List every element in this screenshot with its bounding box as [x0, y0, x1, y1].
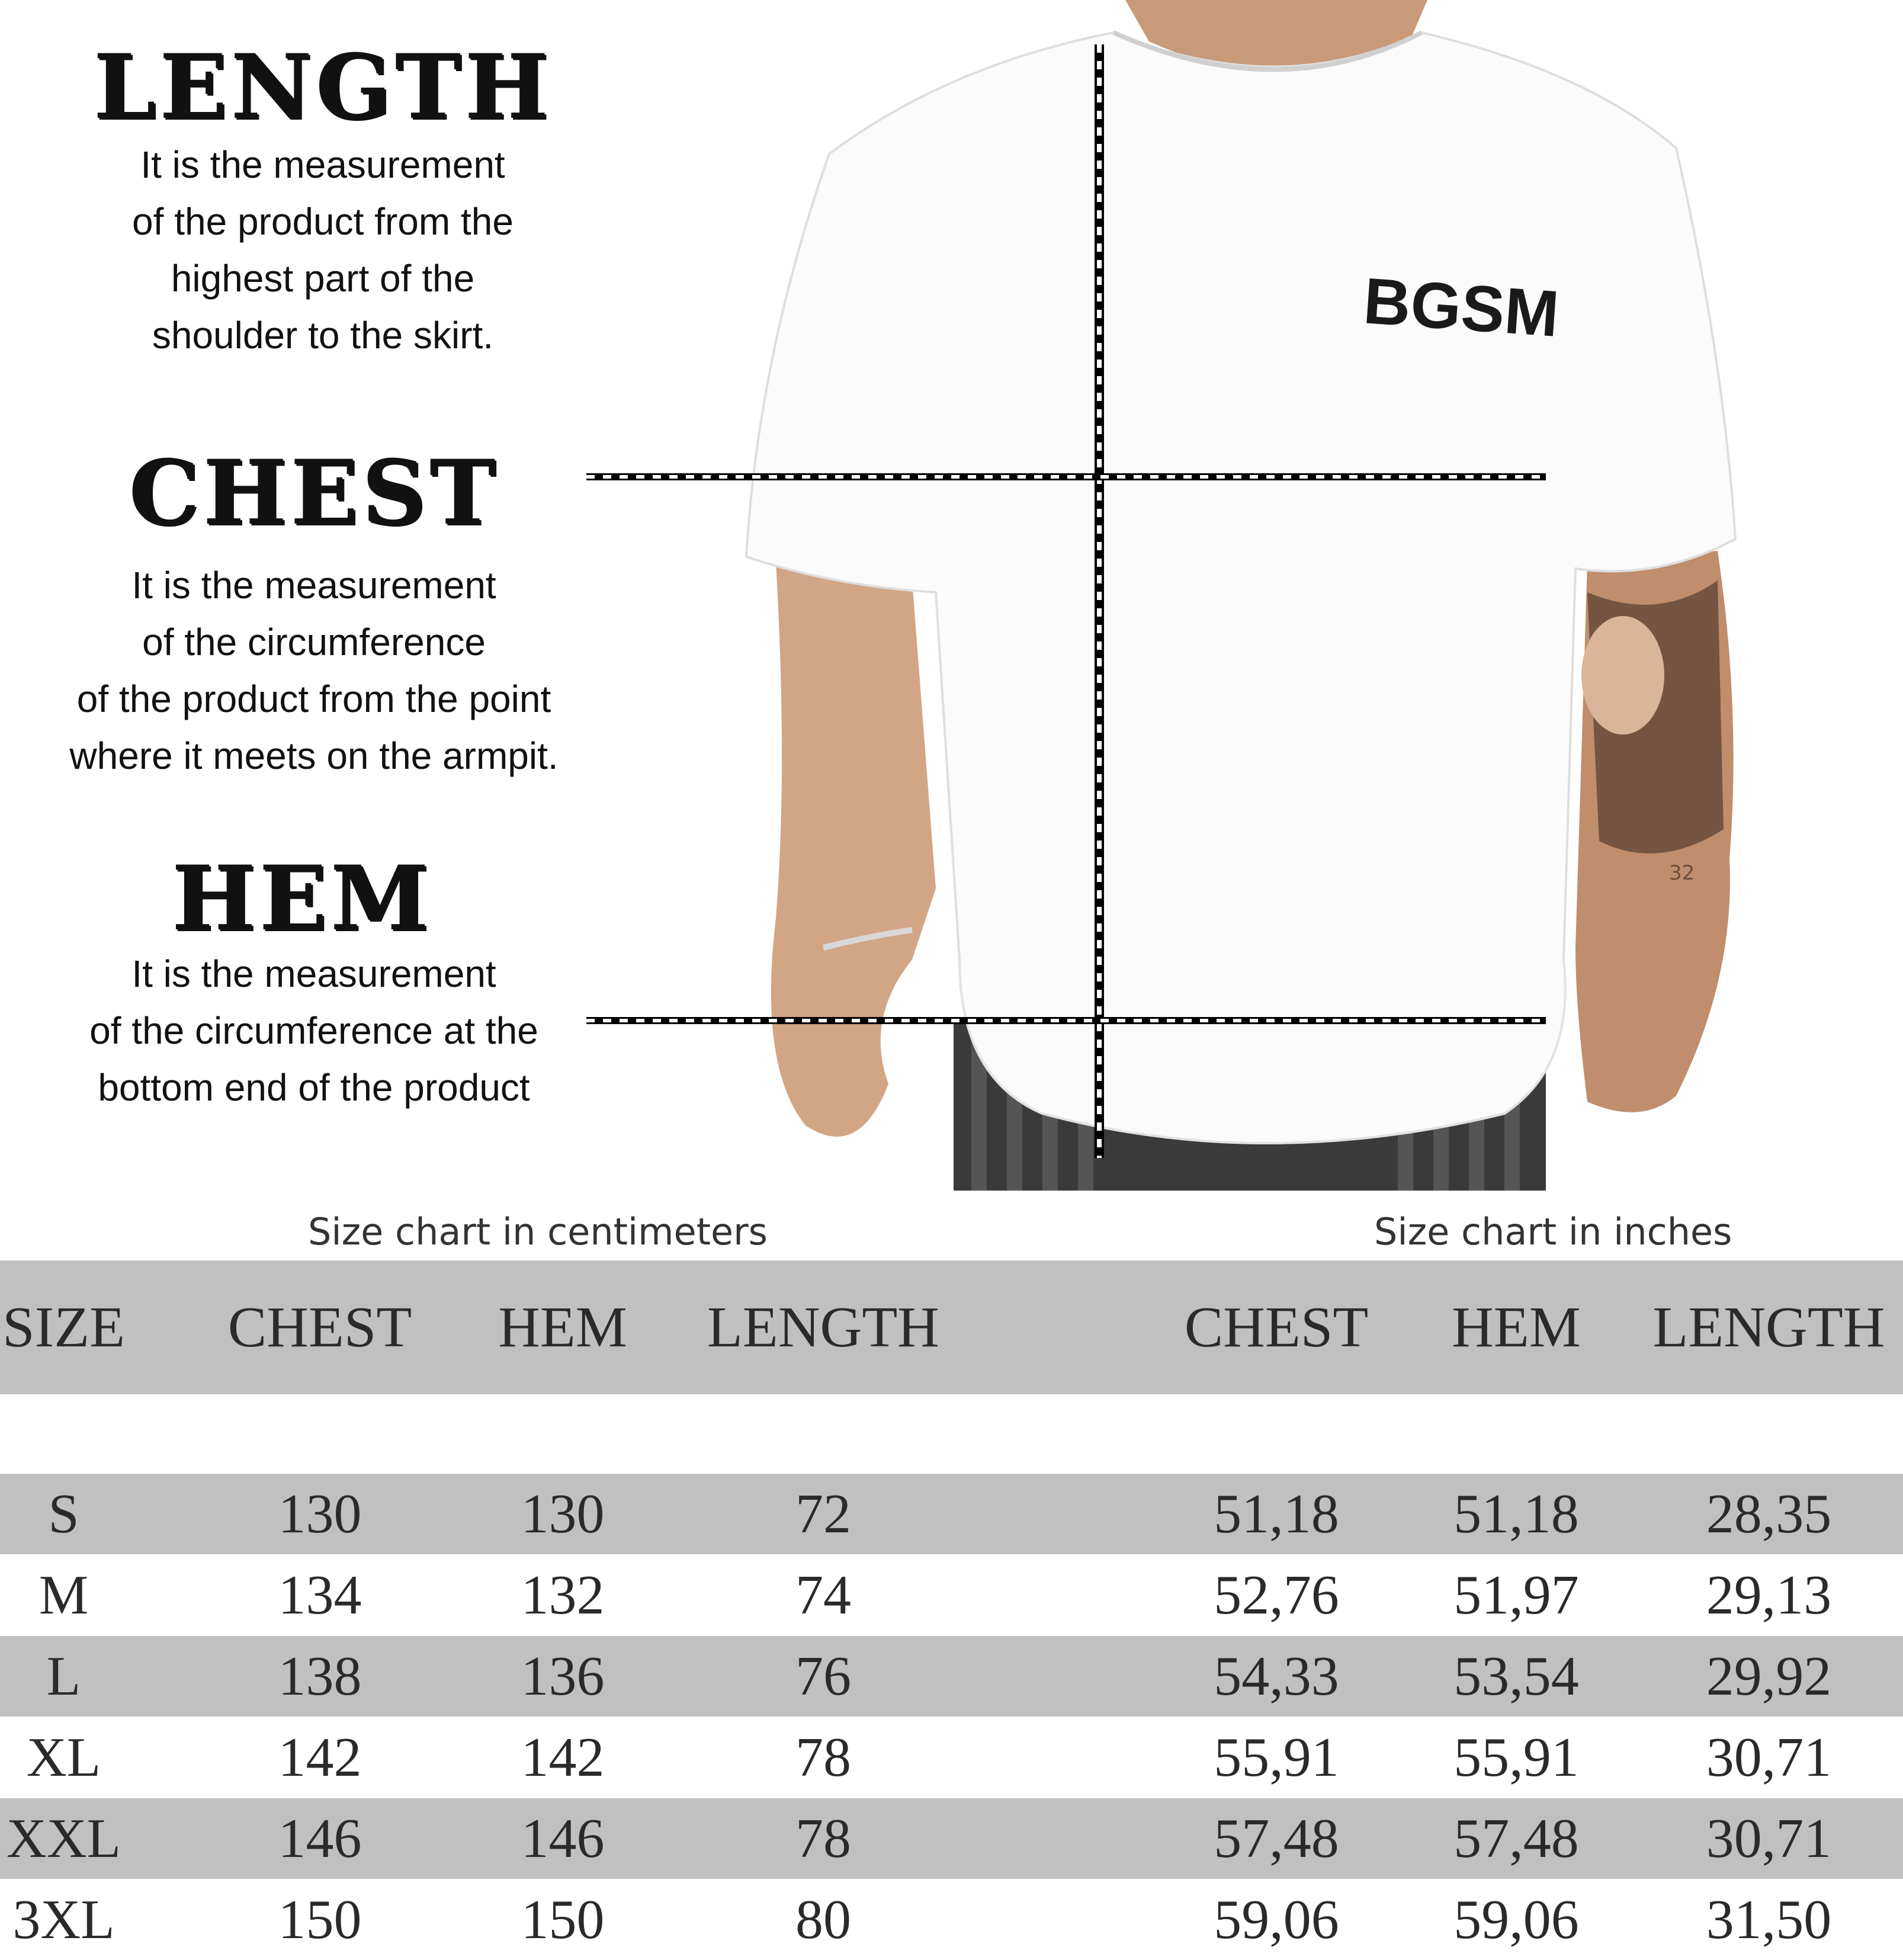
cell-hem-cm: 136: [521, 1645, 605, 1707]
cell-length-in: 31,50: [1706, 1889, 1832, 1951]
cell-chest-in: 51,18: [1214, 1483, 1339, 1545]
cell-length-cm: 78: [795, 1727, 851, 1788]
cell-length-cm: 76: [795, 1645, 851, 1707]
cell-size: L: [46, 1645, 81, 1707]
hem-desc-line: It is the measurement: [131, 952, 496, 995]
table-row: [0, 1636, 1903, 1717]
cell-chest-cm: 130: [278, 1483, 362, 1545]
cell-chest-in: 54,33: [1214, 1645, 1339, 1707]
cell-length-in: 29,92: [1706, 1645, 1832, 1707]
chest-desc-line: of the circumference: [142, 621, 486, 663]
table-row: [0, 1555, 1903, 1635]
hem-description: [59, 945, 569, 1116]
header-length-cm: LENGTH: [707, 1295, 939, 1359]
cell-chest-in: 55,91: [1214, 1727, 1339, 1788]
hem-title: HEM: [171, 846, 433, 951]
cell-chest-cm: 150: [278, 1889, 362, 1951]
cell-hem-cm: 150: [521, 1889, 605, 1951]
table-row: [0, 1879, 1903, 1960]
header-hem-in: HEM: [1452, 1295, 1581, 1359]
cell-chest-cm: 142: [278, 1727, 362, 1788]
cell-size: XXL: [6, 1808, 121, 1869]
cell-chest-cm: 138: [278, 1645, 362, 1707]
caption-centimeters: Size chart in centimeters: [308, 1210, 768, 1253]
length-description: [71, 136, 575, 364]
cell-chest-in: 57,48: [1214, 1808, 1339, 1869]
length-desc-line: shoulder to the skirt.: [152, 314, 494, 357]
cell-hem-in: 51,18: [1453, 1483, 1579, 1545]
header-length-in: LENGTH: [1652, 1295, 1885, 1359]
table-row: [0, 1717, 1903, 1798]
cell-length-in: 29,13: [1706, 1564, 1832, 1626]
length-desc-line: of the product from the: [132, 200, 514, 243]
cell-size: 3XL: [12, 1889, 115, 1951]
hem-desc-line: bottom end of the product: [98, 1066, 530, 1109]
hem-desc-line: of the circumference at the: [89, 1009, 538, 1052]
cell-chest-in: 59,06: [1214, 1889, 1339, 1951]
left-arm-skin: [771, 563, 936, 1137]
cell-length-in: 30,71: [1706, 1727, 1832, 1788]
length-desc-line: highest part of the: [171, 257, 475, 300]
cell-hem-in: 57,48: [1453, 1808, 1579, 1869]
cell-size: M: [38, 1564, 89, 1626]
chest-desc-line: of the product from the point: [76, 678, 551, 720]
cell-hem-cm: 132: [521, 1564, 605, 1626]
tattoo-face: [1581, 616, 1664, 734]
table-row: [0, 1474, 1903, 1554]
cell-length-cm: 74: [795, 1564, 851, 1626]
cell-size: S: [48, 1483, 79, 1545]
cell-hem-in: 55,91: [1453, 1727, 1579, 1788]
cell-hem-cm: 130: [521, 1483, 605, 1545]
cell-length-in: 30,71: [1706, 1808, 1832, 1869]
table-row: [0, 1798, 1903, 1879]
chest-desc-line: where it meets on the armpit.: [69, 734, 559, 777]
cell-hem-cm: 146: [521, 1808, 605, 1869]
cell-chest-cm: 146: [278, 1808, 362, 1869]
cell-length-in: 28,35: [1706, 1483, 1832, 1545]
cell-hem-in: 59,06: [1453, 1889, 1579, 1951]
chest-title: CHEST: [129, 441, 499, 545]
header-hem-cm: HEM: [498, 1295, 627, 1359]
header-chest-in: CHEST: [1184, 1295, 1369, 1359]
header-size: SIZE: [2, 1295, 125, 1359]
cell-hem-in: 51,97: [1453, 1564, 1579, 1626]
brand-logo: BGSM: [1361, 264, 1562, 351]
tshirt-illustration: [580, 0, 1901, 1191]
tattoo-number: 32: [1669, 861, 1695, 885]
cell-chest-cm: 134: [278, 1564, 362, 1626]
table-header-row: [0, 1260, 1903, 1394]
header-chest-cm: CHEST: [227, 1295, 412, 1359]
cell-chest-in: 52,76: [1214, 1564, 1339, 1626]
cell-length-cm: 80: [795, 1889, 851, 1951]
length-desc-line: It is the measurement: [140, 143, 505, 186]
length-title: LENGTH: [93, 35, 553, 139]
caption-inches: Size chart in inches: [1374, 1210, 1732, 1253]
cell-size: XL: [26, 1727, 101, 1788]
cell-hem-cm: 142: [521, 1727, 605, 1788]
cell-length-cm: 78: [795, 1808, 851, 1869]
cell-hem-in: 53,54: [1453, 1645, 1579, 1707]
chest-description: [24, 557, 604, 784]
chest-desc-line: It is the measurement: [131, 564, 496, 607]
cell-length-cm: 72: [795, 1483, 851, 1545]
